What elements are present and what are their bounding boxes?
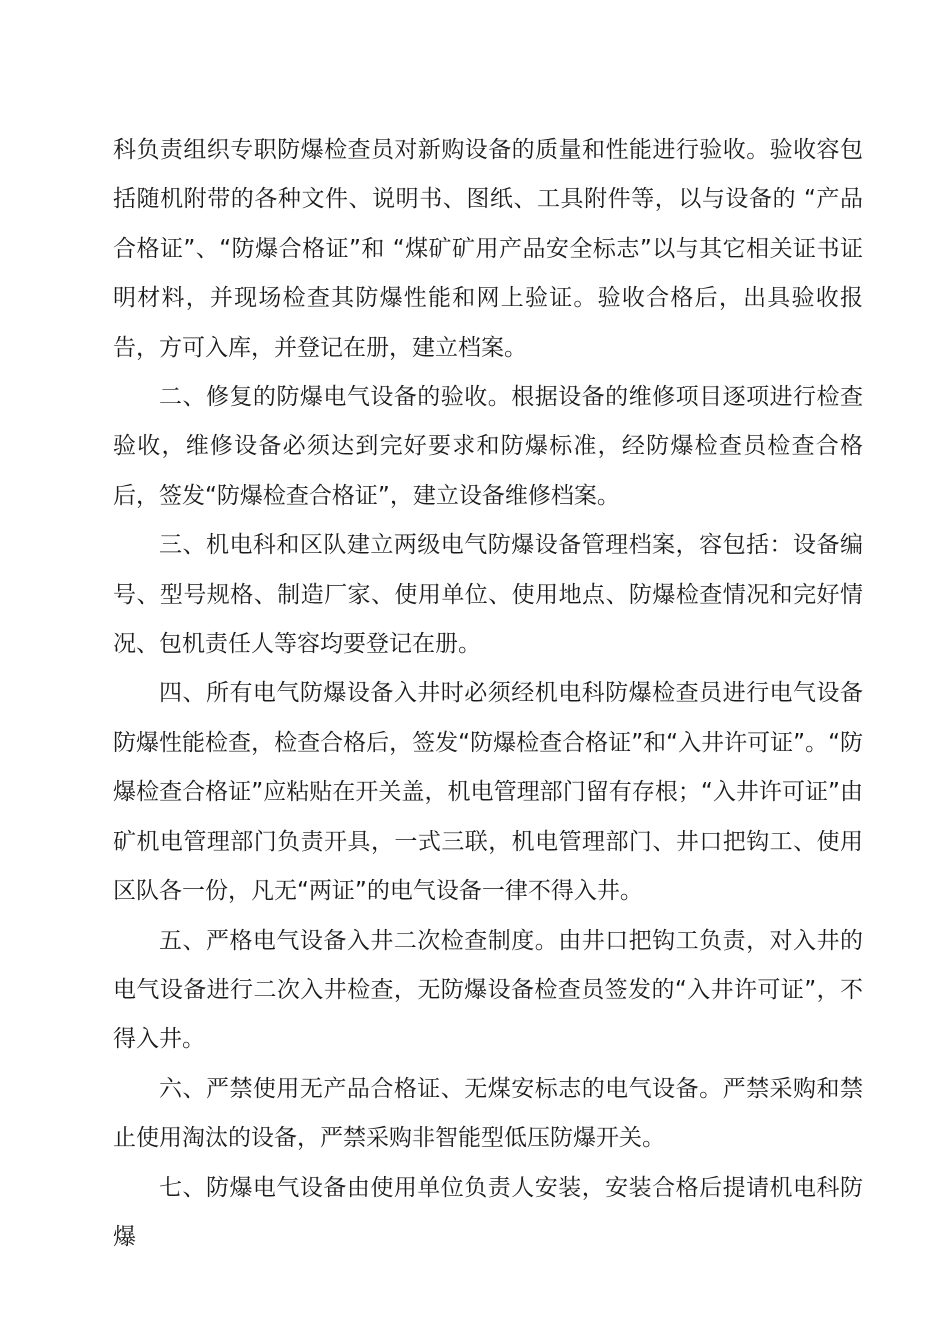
paragraph-item-4: 四、所有电气防爆设备入井时必须经机电科防爆检查员进行电气设备防爆性能检查，检查合格后，签发“防爆检查合格证”和“入井许可证”。“防爆检查合格证”应粘贴在开关盖，机电管理部门留有存根；“入井许可证”由矿机电管理部门负责开具，一式三联，机电管理部门、井口把钩工、使用区队各一份，凡无“两证”的电气设备一律不得入井。 <box>113 680 863 905</box>
paragraph-item-3: 三、机电科和区队建立两级电气防爆设备管理档案，容包括：设备编号、型号规格、制造厂家、使用单位、使用地点、防爆检查情况和完好情况、包机责任人等容均要登记在册。 <box>113 532 863 658</box>
paragraph-item-5: 五、严格电气设备入井二次检查制度。由井口把钩工负责，对入井的电气设备进行二次入井检查，无防爆设备检查员签发的“入井许可证”，不得入井。 <box>113 927 863 1053</box>
document-body <box>113 126 863 1262</box>
paragraph-item-2: 二、修复的防爆电气设备的验收。根据设备的维修项目逐项进行检查验收，维修设备必须达到完好要求和防爆标准，经防爆检查员检查合格后，签发“防爆检查合格证”，建立设备维修档案。 <box>113 384 863 509</box>
paragraph-item-6: 六、严禁使用无产品合格证、无煤安标志的电气设备。严禁采购和禁止使用淘汰的设备，严禁采购非智能型低压防爆开关。 <box>113 1075 863 1152</box>
paragraph-continuation: 科负责组织专职防爆检查员对新购设备的质量和性能进行验收。验收容包括随机附带的各种文件、说明书、图纸、工具附件等，以与设备的 “产品合格证”、“防爆合格证”和 “煤矿矿用产品安全标志”以与其它相关证书证明材料，并现场检查其防爆性能和网上验证。验收合格后，出具验收报告，方可入库，并登记在册，建立档案。 <box>113 137 863 361</box>
paragraph-item-7: 七、防爆电气设备由使用单位负责人安装，安装合格后提请机电科防爆 <box>113 1174 863 1250</box>
